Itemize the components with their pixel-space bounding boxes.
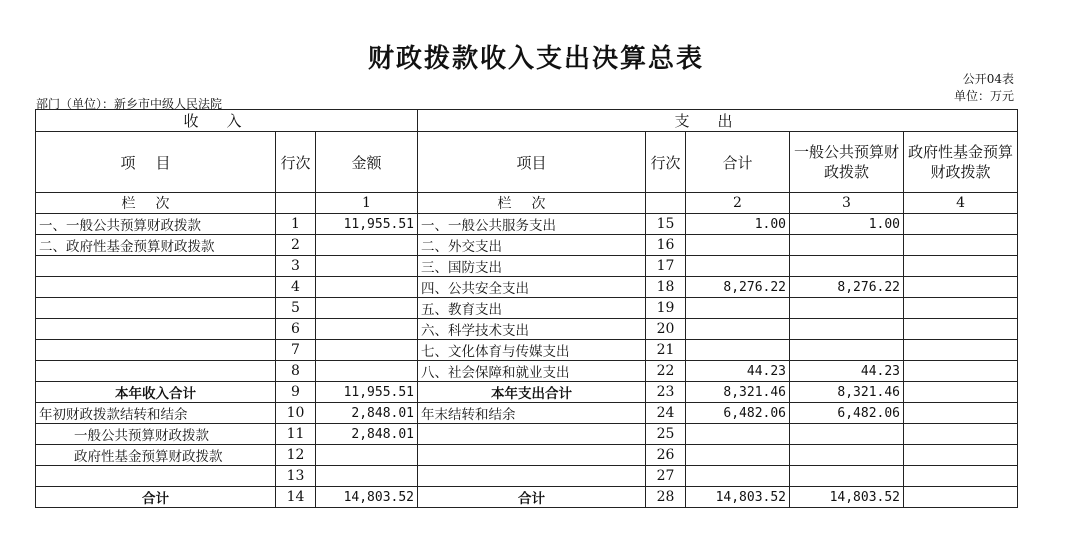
table-row [36,214,1018,235]
income-row-no: 10 [276,403,316,424]
expenditure-row-no: 21 [646,340,686,361]
expenditure-row-no: 17 [646,256,686,277]
income-row-no: 4 [276,277,316,298]
expenditure-fund [904,403,1018,424]
budget-table [35,109,1018,508]
table-row [36,340,1018,361]
expenditure-fund [904,340,1018,361]
income-amount [316,319,418,340]
expenditure-general [790,298,904,319]
income-row-no: 7 [276,340,316,361]
column-index-4: 4 [904,193,1018,214]
table-row [36,403,1018,424]
income-row-no: 3 [276,256,316,277]
expenditure-row-no: 25 [646,424,686,445]
expenditure-row-no: 24 [646,403,686,424]
income-item: 一般公共预算财政拨款 [36,424,276,445]
expenditure-row-no: 27 [646,466,686,487]
expenditure-general [790,256,904,277]
header-exp-row-no: 行次 [646,132,686,193]
income-item: 政府性基金预算财政拨款 [36,445,276,466]
income-item [36,277,276,298]
header-row-columns [36,132,1018,193]
expenditure-item: 本年支出合计 [418,382,646,403]
income-row-no: 13 [276,466,316,487]
expenditure-total [686,256,790,277]
expenditure-item: 八、社会保障和就业支出 [418,361,646,382]
expenditure-fund [904,319,1018,340]
column-label-income: 栏次 [36,193,276,214]
table-row [36,466,1018,487]
expenditure-row-no: 26 [646,445,686,466]
table-row [36,277,1018,298]
income-item [36,298,276,319]
expenditure-fund [904,361,1018,382]
header-general-budget: 一般公共预算财政拨款 [790,132,904,193]
header-item: 项目 [36,132,276,193]
header-row-no: 行次 [276,132,316,193]
header-gov-fund: 政府性基金预算财政拨款 [904,132,1018,193]
table-row [36,445,1018,466]
expenditure-item: 二、外交支出 [418,235,646,256]
expenditure-general [790,466,904,487]
header-expenditure: 支出 [418,110,1018,132]
page-title: 财政拨款收入支出决算总表 [367,44,704,74]
income-row-no: 14 [276,487,316,508]
income-amount [316,340,418,361]
table-row [36,382,1018,403]
expenditure-fund [904,445,1018,466]
column-index-1: 1 [316,193,418,214]
form-code: 公开04表 [962,72,1014,86]
table-row [36,256,1018,277]
table-row [36,487,1018,508]
expenditure-item: 七、文化体育与传媒支出 [418,340,646,361]
expenditure-total [686,298,790,319]
income-amount: 2,848.01 [316,403,418,424]
table-row [36,319,1018,340]
expenditure-general [790,319,904,340]
header-exp-item: 项目 [418,132,646,193]
income-item [36,319,276,340]
income-row-no: 8 [276,361,316,382]
expenditure-fund [904,235,1018,256]
table-row [36,424,1018,445]
income-row-no: 1 [276,214,316,235]
expenditure-general [790,235,904,256]
income-amount [316,298,418,319]
income-item [36,256,276,277]
income-amount [316,277,418,298]
expenditure-row-no: 15 [646,214,686,235]
column-index-3: 3 [790,193,904,214]
expenditure-item [418,424,646,445]
income-amount [316,445,418,466]
expenditure-general: 1.00 [790,214,904,235]
expenditure-fund [904,466,1018,487]
expenditure-item [418,445,646,466]
expenditure-general [790,445,904,466]
expenditure-general: 6,482.06 [790,403,904,424]
expenditure-item: 年末结转和结余 [418,403,646,424]
income-amount: 14,803.52 [316,487,418,508]
income-amount: 11,955.51 [316,382,418,403]
expenditure-total [686,445,790,466]
expenditure-item: 三、国防支出 [418,256,646,277]
header-amount: 金额 [316,132,418,193]
expenditure-item: 六、科学技术支出 [418,319,646,340]
table-row [36,235,1018,256]
income-row-no: 12 [276,445,316,466]
income-item [36,466,276,487]
income-amount: 11,955.51 [316,214,418,235]
expenditure-general: 8,321.46 [790,382,904,403]
expenditure-fund [904,424,1018,445]
expenditure-total: 44.23 [686,361,790,382]
expenditure-fund [904,256,1018,277]
income-item: 一、一般公共预算财政拨款 [36,214,276,235]
expenditure-general: 8,276.22 [790,277,904,298]
income-amount [316,361,418,382]
expenditure-row-no: 22 [646,361,686,382]
unit-label: 单位：万元 [953,89,1014,103]
expenditure-general: 14,803.52 [790,487,904,508]
expenditure-total: 6,482.06 [686,403,790,424]
column-index-blank [646,193,686,214]
income-amount: 2,848.01 [316,424,418,445]
expenditure-row-no: 20 [646,319,686,340]
income-row-no: 9 [276,382,316,403]
expenditure-total: 8,276.22 [686,277,790,298]
income-item: 年初财政拨款结转和结余 [36,403,276,424]
expenditure-total [686,340,790,361]
expenditure-total [686,235,790,256]
header-income: 收入 [36,110,418,132]
income-row-no: 6 [276,319,316,340]
expenditure-row-no: 19 [646,298,686,319]
expenditure-general [790,340,904,361]
expenditure-fund [904,214,1018,235]
expenditure-total: 14,803.52 [686,487,790,508]
income-amount [316,235,418,256]
expenditure-total [686,319,790,340]
column-index-2: 2 [686,193,790,214]
expenditure-item: 一、一般公共服务支出 [418,214,646,235]
expenditure-row-no: 23 [646,382,686,403]
income-row-no: 11 [276,424,316,445]
expenditure-total [686,424,790,445]
column-index-blank [276,193,316,214]
header-row-column-index [36,193,1018,214]
income-item: 二、政府性基金预算财政拨款 [36,235,276,256]
income-row-no: 2 [276,235,316,256]
header-row-sections [36,110,1018,132]
income-item [36,340,276,361]
expenditure-row-no: 16 [646,235,686,256]
expenditure-fund [904,487,1018,508]
income-amount [316,466,418,487]
expenditure-total [686,466,790,487]
expenditure-item: 合计 [418,487,646,508]
expenditure-fund [904,277,1018,298]
table-row [36,298,1018,319]
table-row [36,361,1018,382]
expenditure-item [418,466,646,487]
expenditure-fund [904,298,1018,319]
expenditure-fund [904,382,1018,403]
column-label-expenditure: 栏次 [418,193,646,214]
expenditure-row-no: 18 [646,277,686,298]
income-row-no: 5 [276,298,316,319]
expenditure-row-no: 28 [646,487,686,508]
expenditure-total: 8,321.46 [686,382,790,403]
department-label: 部门（单位）：新乡市中级人民法院 [36,97,223,111]
expenditure-general: 44.23 [790,361,904,382]
income-item [36,361,276,382]
header-total: 合计 [686,132,790,193]
expenditure-item: 四、公共安全支出 [418,277,646,298]
expenditure-total: 1.00 [686,214,790,235]
income-amount [316,256,418,277]
income-item: 合计 [36,487,276,508]
income-item: 本年收入合计 [36,382,276,403]
expenditure-general [790,424,904,445]
expenditure-item: 五、教育支出 [418,298,646,319]
